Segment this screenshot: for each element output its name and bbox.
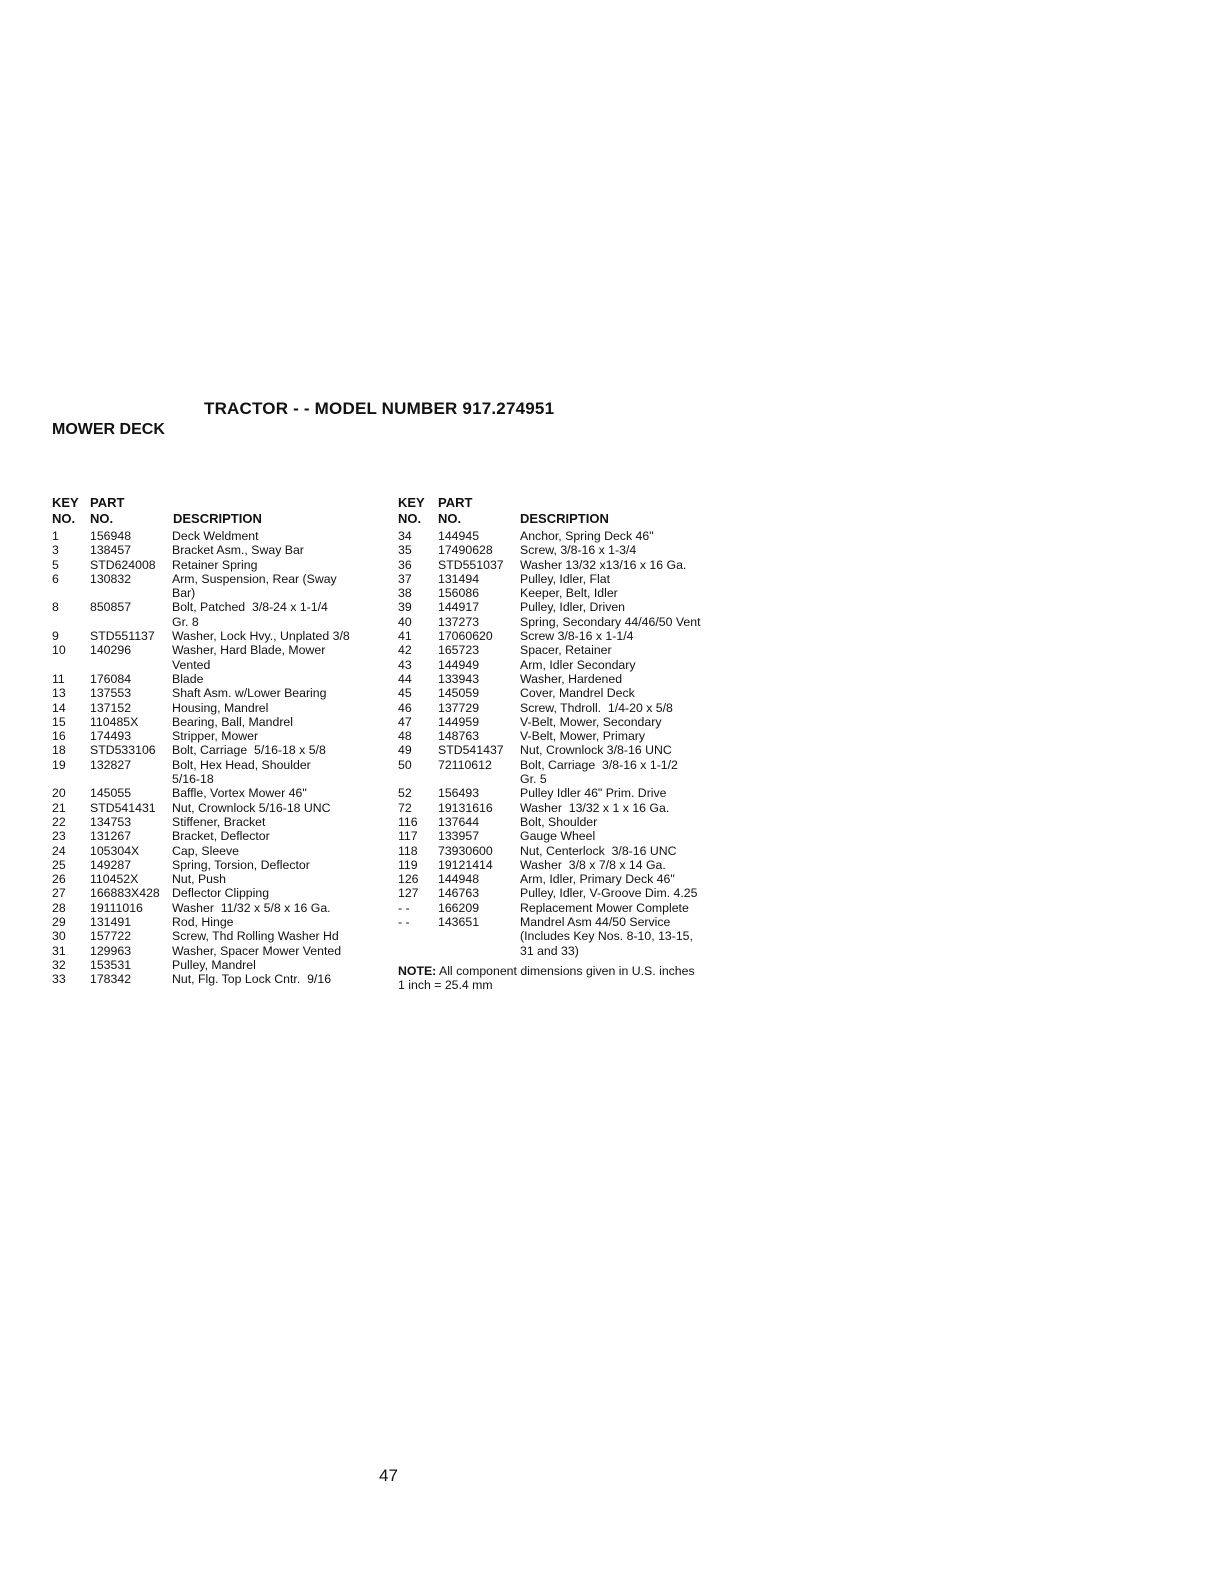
table-row [398, 586, 728, 600]
description: Washer 11/32 x 5/8 x 16 Ga. [172, 900, 331, 915]
part-no: 129963 [90, 943, 132, 958]
key-no: 16 [52, 729, 66, 744]
header-description: DESCRIPTION [520, 511, 609, 526]
description: Bolt, Hex Head, Shoulder 5/16-18 [172, 757, 311, 787]
part-no: 131491 [90, 915, 132, 930]
description: Cap, Sleeve [172, 843, 239, 858]
part-no: 137553 [90, 686, 132, 701]
key-no: 52 [398, 786, 412, 801]
table-row [398, 758, 728, 787]
description: Replacement Mower Complete [520, 900, 689, 915]
description: Housing, Mandrel [172, 700, 269, 715]
table-row [398, 572, 728, 586]
description: Deflector Clipping [172, 886, 270, 901]
description: Mandrel Asm 44/50 Service (Includes Key Nos. 8-10, 13-15, 31 and 33) [520, 915, 693, 958]
key-no: 15 [52, 714, 66, 729]
table-row [398, 600, 728, 614]
key-no: 50 [398, 757, 412, 772]
description: Bracket, Deflector [172, 829, 270, 844]
key-no: 22 [52, 814, 66, 829]
part-no: 131267 [90, 829, 132, 844]
section-title: MOWER DECK [52, 421, 165, 438]
description: Spring, Secondary 44/46/50 Vent [520, 614, 701, 629]
part-no: 148763 [438, 729, 480, 744]
key-no: 11 [52, 671, 65, 686]
table-row [52, 829, 397, 843]
part-no: 144945 [438, 529, 480, 543]
part-no: 146763 [438, 886, 480, 901]
page-title: TRACTOR - - MODEL NUMBER 917.274951 [204, 399, 555, 418]
part-no: 145059 [438, 686, 480, 701]
description: Gauge Wheel [520, 829, 596, 844]
table-row [398, 858, 728, 872]
table-row [52, 944, 397, 958]
key-no: 26 [52, 872, 66, 887]
part-no: 110485X [90, 714, 139, 729]
table-row [398, 629, 728, 643]
table-row [52, 815, 397, 829]
table-row [398, 558, 728, 572]
part-no: 137273 [438, 614, 480, 629]
description: Bracket Asm., Sway Bar [172, 543, 304, 558]
key-no: 119 [398, 857, 418, 872]
description: Bolt, Carriage 5/16-18 x 5/8 [172, 743, 326, 758]
key-no: 1 [52, 529, 59, 543]
part-no: 137729 [438, 700, 480, 715]
key-no: 8 [52, 600, 59, 615]
description: V-Belt, Mower, Primary [520, 729, 646, 744]
table-row [52, 558, 397, 572]
table-row [52, 758, 397, 787]
description: Screw, Thd Rolling Washer Hd [172, 929, 339, 944]
part-no: 105304X [90, 843, 140, 858]
table-row [52, 643, 397, 672]
description: Washer 13/32 x 1 x 16 Ga. [520, 800, 670, 815]
table-row [398, 543, 728, 557]
part-no: 174493 [90, 729, 132, 744]
part-no: 166883X428 [90, 886, 160, 901]
key-no: - - [398, 900, 410, 915]
table-row [52, 543, 397, 557]
part-no: STD551037 [438, 557, 504, 572]
header-part-line2: NO. [90, 511, 114, 526]
part-no: 110452X [90, 872, 139, 887]
table-row [52, 972, 397, 986]
description: Bolt, Patched 3/8-24 x 1-1/4 Gr. 8 [172, 600, 328, 629]
parts-rows-left [52, 529, 397, 987]
key-no: 29 [52, 915, 66, 930]
description: Bolt, Shoulder [520, 814, 598, 829]
part-no: 130832 [90, 571, 132, 586]
table-row [52, 715, 397, 729]
key-no: 35 [398, 543, 412, 558]
table-row [398, 815, 728, 829]
page-number: 47 [379, 1466, 398, 1485]
key-no: 48 [398, 729, 412, 744]
note-text: All component dimensions given in U.S. inches [436, 963, 695, 978]
part-no: 137644 [438, 814, 480, 829]
key-no: 19 [52, 757, 66, 772]
key-no: 3 [52, 543, 59, 558]
description: Screw, 3/8-16 x 1-3/4 [520, 543, 637, 558]
table-row [398, 729, 728, 743]
description: Rod, Hinge [172, 915, 234, 930]
table-row [398, 915, 728, 958]
key-no: 39 [398, 600, 412, 615]
key-no: 31 [52, 943, 66, 958]
part-no: 153531 [90, 957, 132, 972]
table-row [52, 672, 397, 686]
table-row [398, 529, 728, 543]
parts-rows-right [398, 529, 728, 958]
key-no: 10 [52, 643, 66, 658]
key-no: 34 [398, 529, 412, 543]
description: V-Belt, Mower, Secondary [520, 714, 662, 729]
description: Pulley, Idler, Flat [520, 571, 610, 586]
part-no: 144959 [438, 714, 480, 729]
table-row [52, 886, 397, 900]
table-row [398, 801, 728, 815]
header-key-line1: KEY [52, 495, 79, 510]
part-no: 156493 [438, 786, 480, 801]
description: Anchor, Spring Deck 46" [520, 529, 654, 543]
description: Nut, Flg. Top Lock Cntr. 9/16 [172, 972, 332, 987]
header-description: DESCRIPTION [173, 511, 262, 526]
part-no: 72110612 [438, 757, 492, 772]
description: Blade [172, 671, 204, 686]
key-no: 72 [398, 800, 412, 815]
table-row [52, 844, 397, 858]
part-no: 19121414 [438, 857, 493, 872]
description: Pulley, Idler, Driven [520, 600, 626, 615]
table-row [52, 901, 397, 915]
key-no: 36 [398, 557, 412, 572]
part-no: STD624008 [90, 557, 156, 572]
key-no: 14 [52, 700, 66, 715]
description: Washer 13/32 x13/16 x 16 Ga. [520, 557, 687, 572]
description: Nut, Centerlock 3/8-16 UNC [520, 843, 677, 858]
part-no: 17490628 [438, 543, 493, 558]
description: Washer, Spacer Mower Vented [172, 943, 342, 958]
table-header-right [398, 495, 728, 529]
table-row [52, 915, 397, 929]
description: Stripper, Mower [172, 729, 259, 744]
table-row [398, 829, 728, 843]
part-no: 165723 [438, 643, 480, 658]
table-row [52, 929, 397, 943]
table-row [52, 801, 397, 815]
table-header-left [52, 495, 397, 529]
key-no: 45 [398, 686, 412, 701]
header-part-line2: NO. [438, 511, 462, 526]
key-no: 24 [52, 843, 66, 858]
key-no: 43 [398, 657, 412, 672]
key-no: 49 [398, 743, 412, 758]
description: Deck Weldment [172, 529, 259, 543]
key-no: 20 [52, 786, 66, 801]
part-no: 166209 [438, 900, 480, 915]
table-row [52, 872, 397, 886]
description: Pulley, Mandrel [172, 957, 256, 972]
part-no: STD533106 [90, 743, 156, 758]
table-row [52, 701, 397, 715]
header-key-line2: NO. [52, 511, 76, 526]
part-no: 137152 [90, 700, 132, 715]
table-row [52, 572, 397, 601]
key-no: 118 [398, 843, 418, 858]
note-label: NOTE: [398, 963, 437, 978]
key-no: 30 [52, 929, 66, 944]
description: Nut, Crownlock 5/16-18 UNC [172, 800, 331, 815]
table-row [398, 786, 728, 800]
key-no: 42 [398, 643, 412, 658]
description: Shaft Asm. w/Lower Bearing [172, 686, 327, 701]
key-no: 32 [52, 957, 66, 972]
key-no: 41 [398, 629, 412, 644]
key-no: 117 [398, 829, 418, 844]
part-no: 144949 [438, 657, 480, 672]
part-no: 156086 [438, 586, 480, 601]
table-row [398, 615, 728, 629]
table-row [52, 958, 397, 972]
description: Washer, Hardened [520, 671, 623, 686]
description: Stiffener, Bracket [172, 814, 266, 829]
key-no: 38 [398, 586, 412, 601]
description: Pulley, Idler, V-Groove Dim. 4.25 [520, 886, 698, 901]
table-row [398, 658, 728, 672]
part-no: 17060620 [438, 629, 493, 644]
description: Washer 3/8 x 7/8 x 14 Ga. [520, 857, 666, 872]
key-no: 33 [52, 972, 66, 987]
table-row [52, 529, 397, 543]
description: Retainer Spring [172, 557, 258, 572]
part-no: STD551137 [90, 629, 155, 644]
description: Bearing, Ball, Mandrel [172, 714, 293, 729]
description: Screw 3/8-16 x 1-1/4 [520, 629, 634, 644]
key-no: 44 [398, 671, 412, 686]
table-row [398, 743, 728, 757]
table-row [398, 844, 728, 858]
description: Screw, Thdroll. 1/4-20 x 5/8 [520, 700, 673, 715]
description: Spacer, Retainer [520, 643, 612, 658]
description: Arm, Idler Secondary [520, 657, 636, 672]
part-no: 145055 [90, 786, 132, 801]
part-no: 156948 [90, 529, 132, 543]
description: Arm, Suspension, Rear (Sway Bar) [172, 571, 337, 601]
part-no: 19111016 [90, 900, 143, 915]
key-no: 47 [398, 714, 412, 729]
table-row [52, 686, 397, 700]
description: Baffle, Vortex Mower 46" [172, 786, 307, 801]
key-no: 18 [52, 743, 66, 758]
parts-table-left [52, 495, 397, 987]
dimensions-note [398, 964, 728, 993]
key-no: 13 [52, 686, 66, 701]
part-no: 850857 [90, 600, 132, 615]
part-no: 157722 [90, 929, 132, 944]
table-row [398, 701, 728, 715]
key-no: 40 [398, 614, 412, 629]
description: Washer, Lock Hvy., Unplated 3/8 [172, 629, 350, 644]
key-no: - - [398, 915, 410, 930]
part-no: 19131616 [438, 800, 493, 815]
table-row [398, 643, 728, 657]
part-no: 140296 [90, 643, 132, 658]
table-row [398, 715, 728, 729]
key-no: 46 [398, 700, 412, 715]
part-no: STD541431 [90, 800, 156, 815]
key-no: 116 [398, 814, 418, 829]
header-part-line1: PART [90, 495, 125, 510]
part-no: 144917 [438, 600, 480, 615]
part-no: 143651 [438, 915, 480, 930]
table-row [398, 901, 728, 915]
key-no: 27 [52, 886, 66, 901]
part-no: 149287 [90, 857, 132, 872]
part-no: 133943 [438, 671, 480, 686]
table-row [52, 786, 397, 800]
table-row [398, 886, 728, 900]
table-row [52, 629, 397, 643]
header-key-line2: NO. [398, 511, 422, 526]
description: Cover, Mandrel Deck [520, 686, 635, 701]
note-conversion: 1 inch = 25.4 mm [398, 978, 493, 993]
key-no: 37 [398, 571, 412, 586]
table-row [52, 600, 397, 629]
key-no: 21 [52, 800, 66, 815]
table-row [398, 672, 728, 686]
table-row [52, 858, 397, 872]
description: Keeper, Belt, Idler [520, 586, 618, 601]
key-no: 5 [52, 557, 59, 572]
part-no: 131494 [438, 571, 480, 586]
description: Nut, Crownlock 3/8-16 UNC [520, 743, 672, 758]
description: Nut, Push [172, 872, 226, 887]
description: Arm, Idler, Primary Deck 46" [520, 872, 675, 887]
part-no: 176084 [90, 671, 132, 686]
parts-table-right [398, 495, 728, 993]
part-no: 134753 [90, 814, 132, 829]
part-no: 73930600 [438, 843, 493, 858]
key-no: 25 [52, 857, 66, 872]
header-part-line1: PART [438, 495, 473, 510]
part-no: 138457 [90, 543, 132, 558]
header-key-line1: KEY [398, 495, 425, 510]
part-no: STD541437 [438, 743, 504, 758]
part-no: 178342 [90, 972, 132, 987]
key-no: 127 [398, 886, 419, 901]
part-no: 132827 [90, 757, 132, 772]
key-no: 126 [398, 872, 419, 887]
table-row [52, 743, 397, 757]
description: Bolt, Carriage 3/8-16 x 1-1/2 Gr. 5 [520, 757, 678, 787]
description: Washer, Hard Blade, Mower Vented [172, 643, 326, 672]
part-no: 133957 [438, 829, 480, 844]
table-row [398, 686, 728, 700]
part-no: 144948 [438, 872, 480, 887]
description: Pulley Idler 46" Prim. Drive [520, 786, 667, 801]
key-no: 9 [52, 629, 59, 644]
table-row [398, 872, 728, 886]
key-no: 28 [52, 900, 66, 915]
key-no: 23 [52, 829, 66, 844]
table-row [52, 729, 397, 743]
description: Spring, Torsion, Deflector [172, 857, 310, 872]
key-no: 6 [52, 571, 59, 586]
